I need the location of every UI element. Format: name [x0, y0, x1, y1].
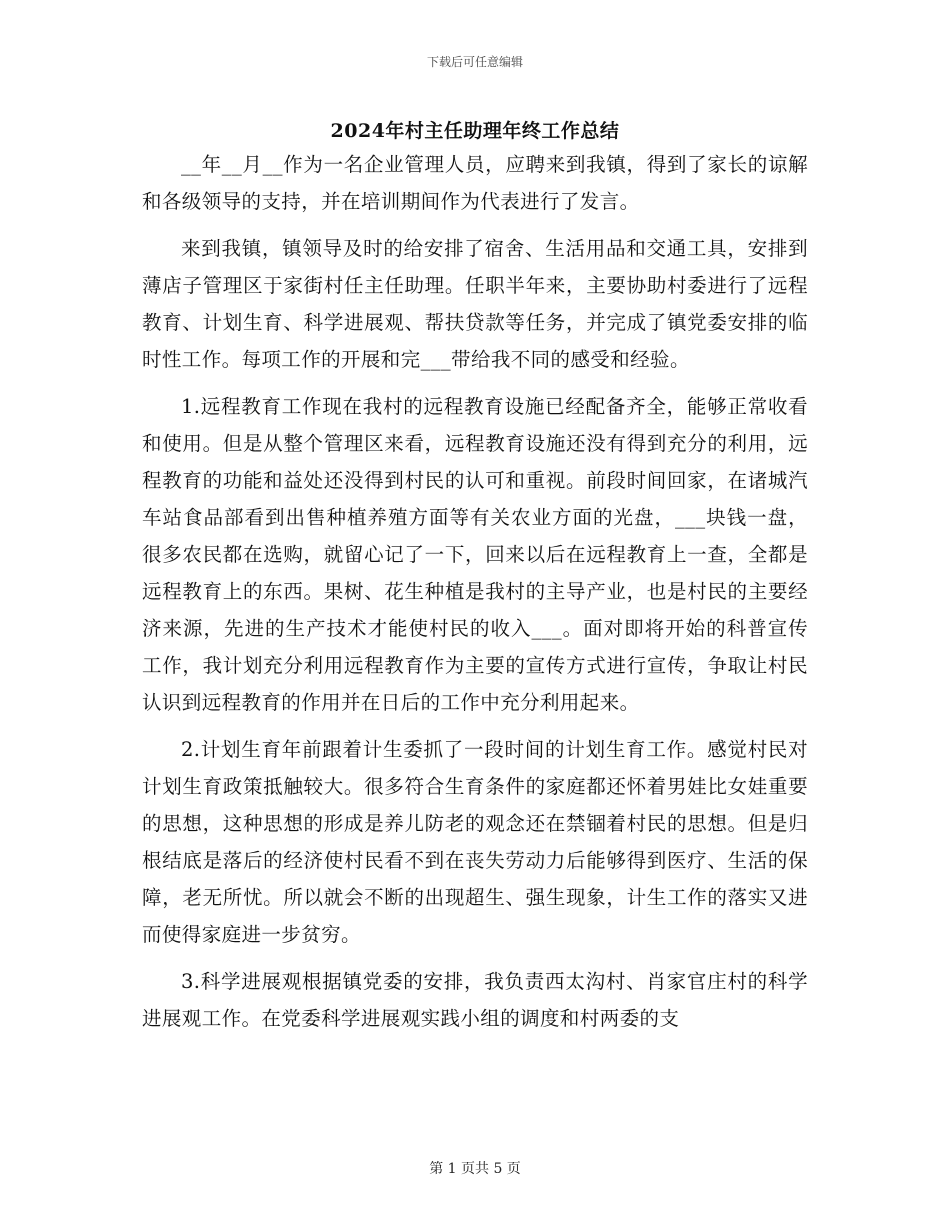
paragraph-arrival: 来到我镇，镇领导及时的给安排了宿舍、生活用品和交通工具，安排到薄店子管理区于家街村任主任助理。任职半年来，主要协助村委进行了远程教育、计划生育、科学进展观、帮扶贷款等任务，并完成了镇党委安排的临时性工作。每项工作的开展和完___带给我不同的感受和经验。 [142, 237, 808, 371]
document-body [142, 146, 808, 1047]
paragraph-scientific-development: 3.科学进展观根据镇党委的安排，我负责西太沟村、肖家官庄村的科学进展观工作。在党委科学进展观实践小组的调度和村两委的支 [142, 970, 808, 1030]
paragraph-intro: __年__月__作为一名企业管理人员，应聘来到我镇，得到了家长的谅解和各级领导的支持，并在培训期间作为代表进行了发言。 [142, 153, 808, 213]
paragraph-remote-education: 1.远程教育工作现在我村的远程教育设施已经配备齐全，能够正常收看和使用。但是从整个管理区来看，远程教育设施还没有得到充分的利用，远程教育的功能和益处还没得到村民的认可和重视。前段时间回家，在诸城汽车站食品部看到出售种植养殖方面等有关农业方面的光盘，___块钱一盘，很多农民都在选购，就留心记了一下，回来以后在远程教育上一查，全都是远程教育上的东西。果树、花生种植是我村的主导产业，也是村民的主要经济来源，先进的生产技术才能使村民的收入___。面对即将开始的科普宣传工作，我计划充分利用远程教育作为主要的宣传方式进行宣传，争取让村民认识到远程教育的作用并在日后的工作中充分利用起来。 [142, 395, 808, 714]
document-title: 2024年村主任助理年终工作总结 [330, 120, 620, 142]
paragraph-family-planning: 2.计划生育年前跟着计生委抓了一段时间的计划生育工作。感觉村民对计划生育政策抵触较大。很多符合生育条件的家庭都还怀着男娃比女娃重要的思想，这种思想的形成是养儿防老的观念还在禁锢着村民的思想。但是归根结底是落后的经济使村民看不到在丧失劳动力后能够得到医疗、生活的保障，老无所忧。所以就会不断的出现超生、强生现象，计生工作的落实又进而使得家庭进一步贫穷。 [142, 738, 808, 946]
page-footer: 第 1 页共 5 页 [429, 1161, 521, 1177]
header-note: 下载后可任意编辑 [426, 55, 523, 69]
